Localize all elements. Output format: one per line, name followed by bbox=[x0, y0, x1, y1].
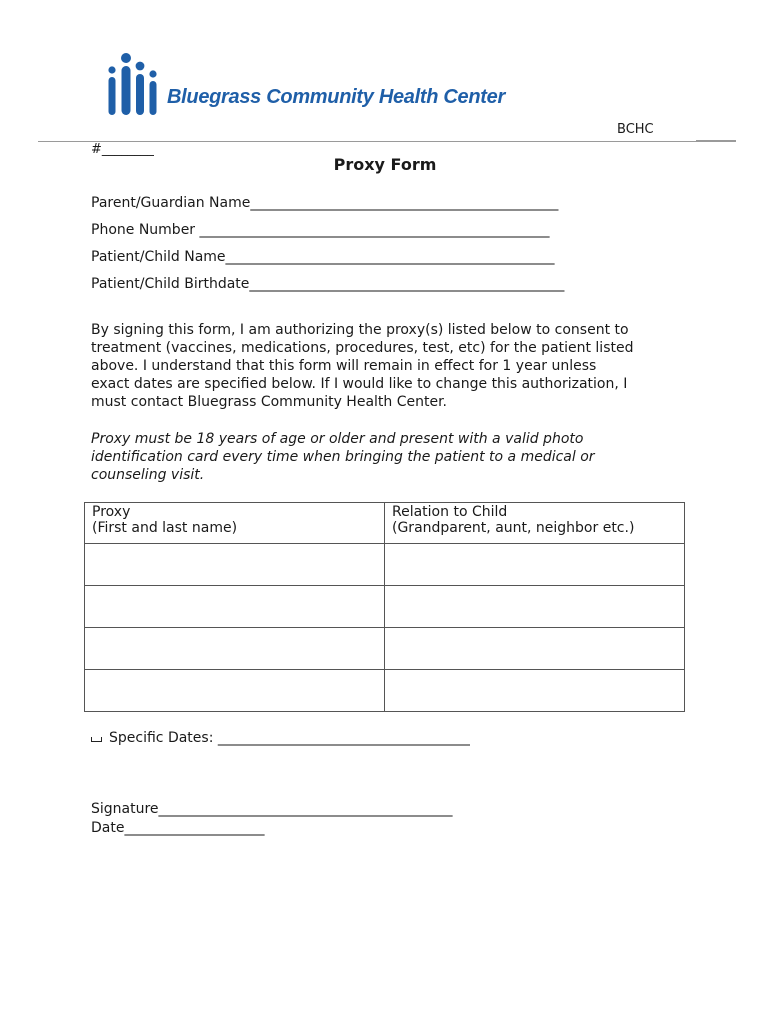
org-name: Bluegrass Community Health Center bbox=[167, 86, 505, 108]
relation-cell[interactable] bbox=[385, 544, 685, 586]
authorization-paragraph bbox=[91, 321, 691, 411]
paragraph-line: treatment (vaccines, medications, procedures, test, etc) for the patient listed bbox=[91, 340, 634, 356]
field-label: Patient/Child Name bbox=[91, 249, 226, 265]
date-field[interactable] bbox=[91, 820, 264, 836]
specific-dates-label: Specific Dates: bbox=[109, 730, 218, 746]
proxy-name-cell[interactable] bbox=[85, 544, 385, 586]
table-row bbox=[85, 586, 685, 628]
field-blank: __________________________________________________ bbox=[199, 222, 550, 238]
specific-dates-field bbox=[91, 730, 470, 746]
proxy-name-cell[interactable] bbox=[85, 670, 385, 712]
field-blank: _____________________________________________ bbox=[249, 276, 565, 292]
paragraph-line: must contact Bluegrass Community Health Center. bbox=[91, 394, 448, 410]
proxy-requirement-note bbox=[91, 430, 691, 484]
paragraph-line: exact dates are specified below. If I would like to change this authorization, I bbox=[91, 376, 628, 392]
proxy-column-header bbox=[85, 503, 385, 544]
patient-child-birthdate-field[interactable] bbox=[91, 276, 564, 292]
field-label: Patient/Child Birthdate bbox=[91, 276, 250, 292]
paragraph-line: Proxy must be 18 years of age or older and present with a valid photo bbox=[91, 431, 584, 447]
patient-child-name-field[interactable] bbox=[91, 249, 555, 265]
header-divider-end bbox=[696, 140, 736, 141]
phone-number-field[interactable] bbox=[91, 222, 550, 238]
field-blank: _______________________________________________ bbox=[225, 249, 555, 265]
date-blank: ____________________ bbox=[124, 820, 265, 836]
people-icon bbox=[107, 52, 163, 116]
paragraph-line: counseling visit. bbox=[91, 467, 205, 483]
paragraph-line: above. I understand that this form will remain in effect for 1 year unless bbox=[91, 358, 597, 374]
header-line: Relation to Child bbox=[392, 504, 508, 520]
relation-cell[interactable] bbox=[385, 670, 685, 712]
table-row bbox=[85, 544, 685, 586]
header-line: Proxy bbox=[92, 504, 131, 520]
signature-label: Signature bbox=[91, 801, 159, 817]
date-label: Date bbox=[91, 820, 125, 836]
relation-cell[interactable] bbox=[385, 586, 685, 628]
proxy-table bbox=[84, 502, 685, 712]
table-row bbox=[85, 670, 685, 712]
field-label: Parent/Guardian Name bbox=[91, 195, 251, 211]
proxy-name-cell[interactable] bbox=[85, 628, 385, 670]
org-abbreviation: BCHC bbox=[617, 122, 654, 137]
specific-dates-checkbox[interactable] bbox=[91, 737, 102, 742]
specific-dates-blank[interactable]: ____________________________________ bbox=[217, 730, 470, 746]
parent-guardian-name-field[interactable] bbox=[91, 195, 558, 211]
field-label: Phone Number bbox=[91, 222, 200, 238]
paragraph-line: By signing this form, I am authorizing the proxy(s) listed below to consent to bbox=[91, 322, 629, 338]
signature-blank: __________________________________________ bbox=[158, 801, 453, 817]
form-number: #________ bbox=[91, 142, 154, 157]
paragraph-line: identification card every time when bringing the patient to a medical or bbox=[91, 449, 595, 465]
bchc-logo bbox=[107, 52, 547, 116]
header-line: (Grandparent, aunt, neighbor etc.) bbox=[392, 520, 635, 536]
signature-field[interactable] bbox=[91, 801, 453, 817]
header-line: (First and last name) bbox=[92, 520, 238, 536]
proxy-name-cell[interactable] bbox=[85, 586, 385, 628]
table-header-row bbox=[85, 503, 685, 544]
field-blank: ____________________________________________ bbox=[250, 195, 559, 211]
relation-cell[interactable] bbox=[385, 628, 685, 670]
relation-column-header bbox=[385, 503, 685, 544]
table-row bbox=[85, 628, 685, 670]
page-title: Proxy Form bbox=[333, 155, 437, 174]
